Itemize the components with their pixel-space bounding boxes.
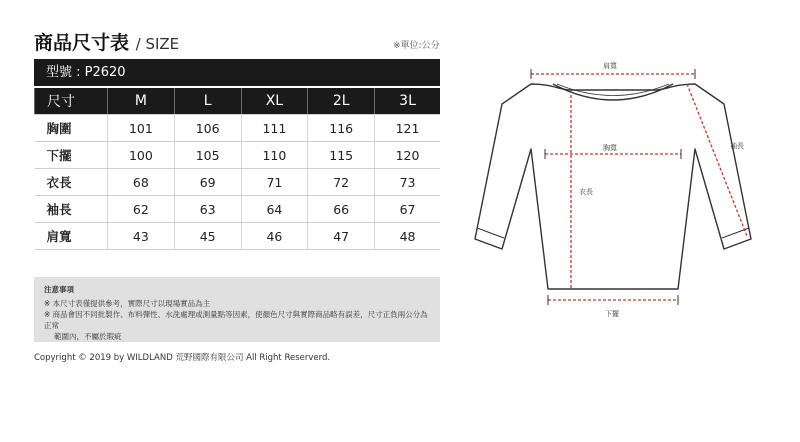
copyright-text: Copyright © 2019 by WILDLAND 荒野國際有限公司 All Right Reserverd. [34, 353, 331, 363]
shirt-outline [475, 84, 751, 289]
table-cell: 69 [174, 169, 241, 196]
table-cell: 116 [308, 115, 375, 142]
header-cell: XL [241, 88, 308, 115]
table-cell: 47 [308, 223, 375, 250]
row-label: 胸圍 [35, 115, 108, 142]
row-label: 下擺 [35, 142, 108, 169]
table-row [35, 223, 441, 250]
size-table-header [35, 88, 441, 115]
size-table [34, 88, 440, 250]
row-label: 袖長 [35, 196, 108, 223]
header-cell: M [108, 88, 175, 115]
table-row [35, 142, 441, 169]
table-cell: 105 [174, 142, 241, 169]
table-cell: 101 [108, 115, 175, 142]
notes-line: 範圍內，不屬於瑕疵 [54, 332, 122, 341]
table-cell: 66 [308, 196, 375, 223]
header-cell: L [174, 88, 241, 115]
notes-line: ※ 本尺寸表僅提供參考，實際尺寸以現場實品為主 [44, 299, 211, 308]
table-cell: 63 [174, 196, 241, 223]
table-cell: 106 [174, 115, 241, 142]
model-bar: 型號 : P2620 [34, 59, 440, 86]
unit-note: ※單位:公分 [393, 41, 440, 51]
label-hem: 下擺 [605, 310, 619, 318]
table-cell: 67 [375, 196, 440, 223]
table-row [35, 169, 441, 196]
table-cell: 62 [108, 196, 175, 223]
table-cell: 115 [308, 142, 375, 169]
table-cell: 110 [241, 142, 308, 169]
header-cell: 3L [375, 88, 440, 115]
table-cell: 64 [241, 196, 308, 223]
table-cell: 111 [241, 115, 308, 142]
row-label: 衣長 [35, 169, 108, 196]
table-row [35, 196, 441, 223]
table-cell: 72 [308, 169, 375, 196]
table-cell: 43 [108, 223, 175, 250]
notes-title: 注意事項 [44, 285, 74, 294]
label-sleeve: 袖長 [730, 142, 744, 150]
table-cell: 73 [375, 169, 440, 196]
page-title [34, 28, 179, 55]
header-cell: 尺寸 [35, 88, 108, 115]
row-label: 肩寬 [35, 223, 108, 250]
title-text: 商品尺寸表 [34, 32, 130, 54]
table-cell: 45 [174, 223, 241, 250]
header-cell: 2L [308, 88, 375, 115]
table-row [35, 115, 441, 142]
table-cell: 100 [108, 142, 175, 169]
notes-box [34, 277, 440, 342]
table-cell: 46 [241, 223, 308, 250]
label-shoulder: 肩寬 [603, 62, 617, 70]
label-chest: 胸寬 [603, 144, 617, 152]
table-cell: 48 [375, 223, 440, 250]
garment-diagram [455, 44, 785, 334]
table-cell: 68 [108, 169, 175, 196]
table-cell: 120 [375, 142, 440, 169]
table-cell: 121 [375, 115, 440, 142]
notes-line: ※ 商品會因不同批製作、布料彈性、水洗處理或測量點等因素，使顏色尺寸與實際商品略有誤差，尺寸正負兩公分為正常 [44, 310, 428, 330]
label-length: 衣長 [579, 188, 593, 196]
table-cell: 71 [241, 169, 308, 196]
title-subtitle: / SIZE [135, 35, 180, 53]
